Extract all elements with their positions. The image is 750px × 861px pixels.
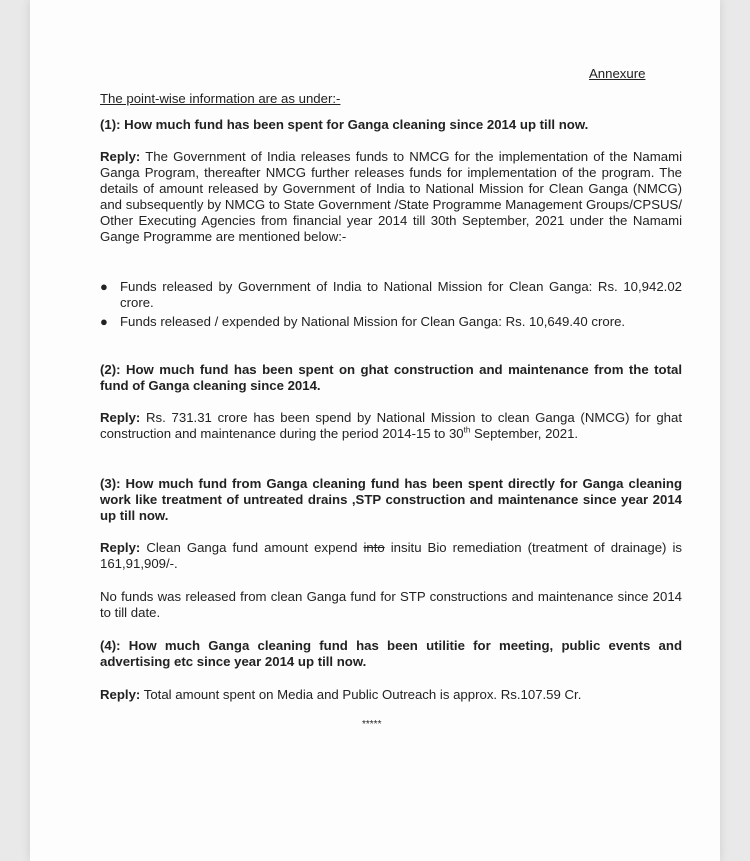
reply-4-text: Total amount spent on Media and Public Outreach is approx. Rs.107.59 Cr. (140, 687, 582, 702)
question-1: (1): How much fund has been spent for Ganga cleaning since 2014 up till now. (100, 117, 589, 132)
question-3: (3): How much fund from Ganga cleaning fund has been spent directly for Ganga cleaning work like treatment of untreated drains ,STP construction and maintenance since year 2014 up till now. (100, 476, 682, 523)
annexure-heading: Annexure (589, 66, 646, 81)
bullet-dot-icon: ● (100, 314, 108, 329)
reply-3 (100, 540, 682, 572)
reply-2-text: Rs. 731.31 crore has been spend by National Mission to clean Ganga (NMCG) for ghat construction and maintenance during the period 2014-15 to 30 (100, 410, 682, 441)
question-2: (2): How much fund has been spent on ghat construction and maintenance from the total fund of Ganga cleaning since 2014. (100, 362, 682, 393)
reply-2 (100, 410, 682, 442)
question-4: (4): How much Ganga cleaning fund has been utilitie for meeting, public events and advertising etc since year 2014 up till now. (100, 638, 682, 669)
reply-3-text: Clean Ganga fund amount expend (140, 540, 364, 555)
intro-line: The point-wise information are as under:- (100, 91, 341, 106)
note-3: No funds was released from clean Ganga fund for STP constructions and maintenance since 2014 to till date. (100, 589, 682, 620)
reply-1-text: The Government of India releases funds to NMCG for the implementation of the Namami Ganga Program, thereafter NMCG further releases funds for implementation of the program. The details of amount released by Government of India to National Mission for Clean Ganga (NMCG) and subsequently by NMCG to State Government /State Programme Management Groups/CPSUS/ Other Executing Agencies from financial year 2014 till 30th September, 2021 under the Namami Gange Programme are mentioned below:- (100, 149, 682, 244)
bullet-text: Funds released / expended by National Mission for Clean Ganga: Rs. 10,649.40 crore. (120, 314, 626, 329)
struck-word: into (363, 540, 385, 555)
superscript-th: th (463, 425, 471, 435)
bullet-dot-icon: ● (100, 279, 108, 294)
reply-label: Reply: (100, 149, 141, 164)
reply-label: Reply: (100, 540, 141, 555)
bullet-text: Funds released by Government of India to National Mission for Clean Ganga: Rs. 10,942.02 crore. (120, 279, 682, 310)
reply-label: Reply: (100, 687, 141, 702)
reply-label: Reply: (100, 410, 141, 425)
reply-1 (100, 149, 682, 245)
document-page (30, 0, 720, 861)
reply-4 (100, 687, 682, 703)
end-mark: ***** (362, 719, 382, 730)
reply-2-text-end: September, 2021. (470, 426, 579, 441)
reply-3-text-end: insitu Bio remediation (treatment of drainage) is 161,91,909/-. (100, 540, 682, 571)
